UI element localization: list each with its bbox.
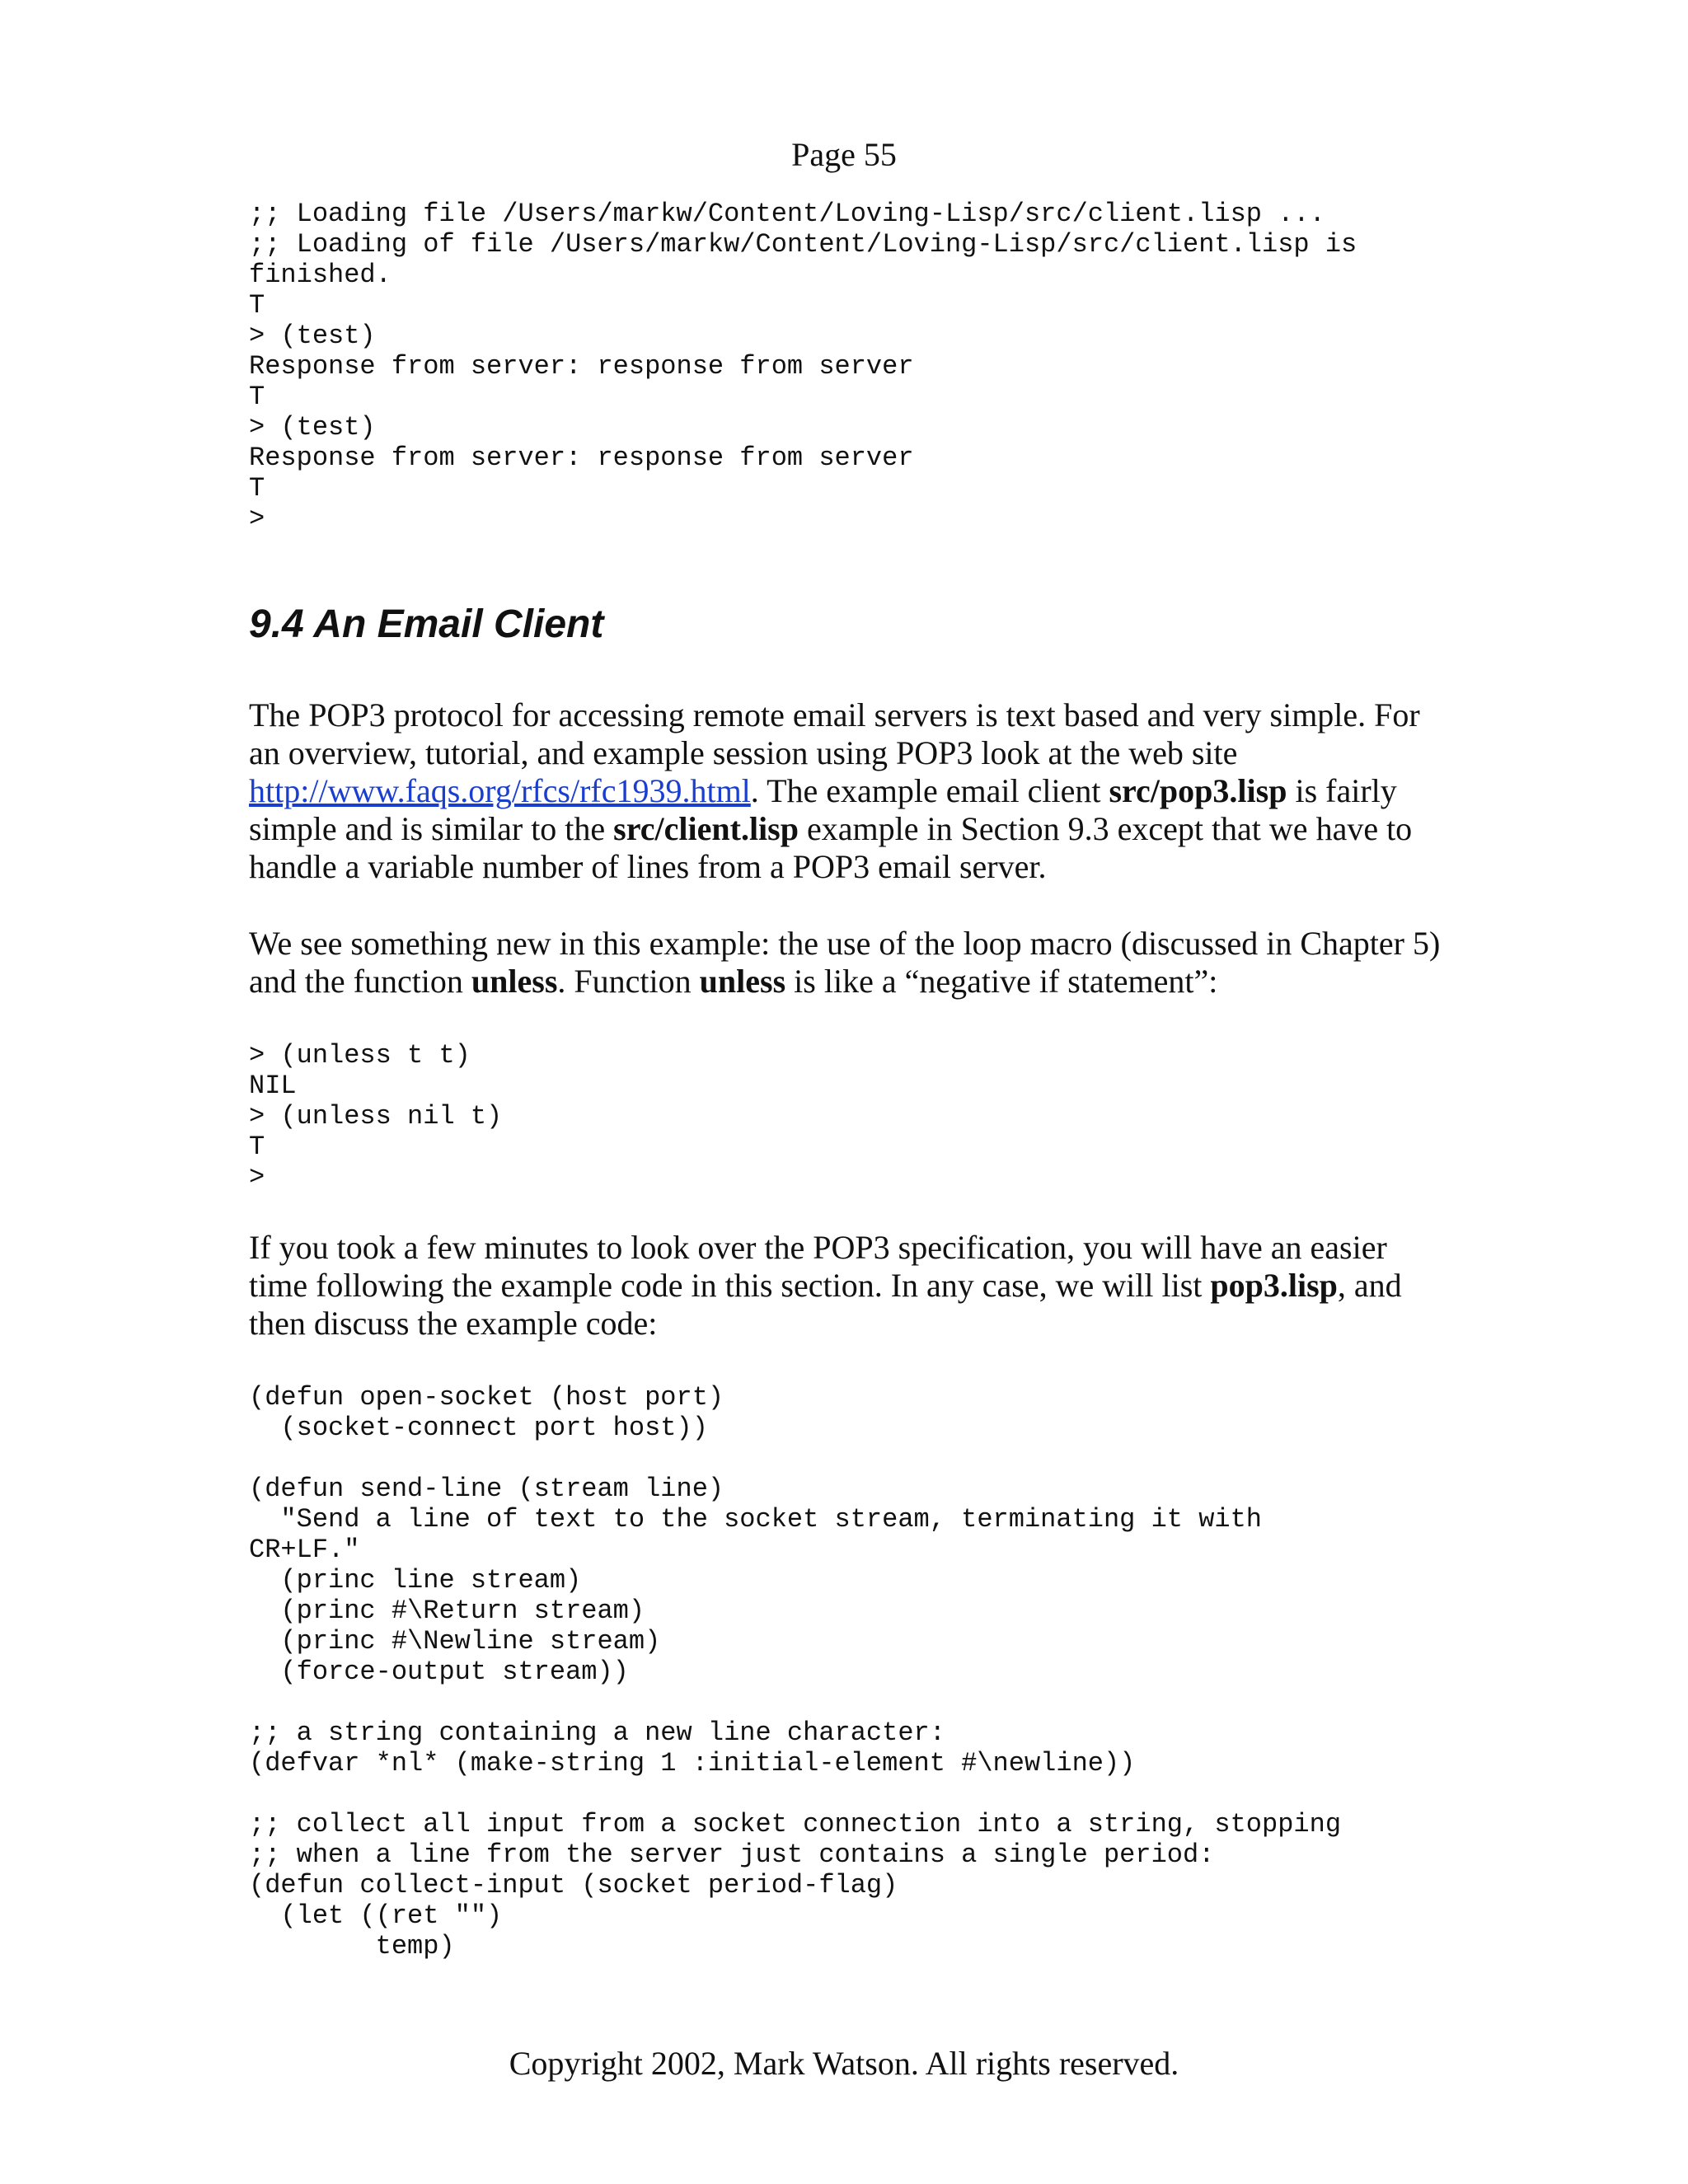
code-line: ;; Loading of file /Users/markw/Content/Loving-Lisp/src/client.lisp is	[249, 229, 1357, 260]
code-line: finished.	[249, 260, 392, 290]
code-line	[249, 1687, 1341, 1718]
code-line: T	[249, 1132, 265, 1162]
code-line: (defun open-socket (host port)	[249, 1382, 724, 1413]
code-line: NIL	[249, 1071, 297, 1101]
text-run: If you took a few minutes to look over the POP3 specification, you will have an easier time following the example code in this section. In any case, we will list	[249, 1229, 1387, 1304]
bold-filename: src/client.lisp	[613, 810, 799, 847]
text-run: is like a “negative if statement”:	[785, 963, 1218, 1000]
code-line: > (unless t t)	[249, 1040, 471, 1071]
code-line: > (test)	[249, 412, 376, 443]
code-line: (let ((ret "")	[249, 1900, 503, 1931]
bold-keyword: unless	[471, 963, 558, 1000]
code-line: (force-output stream))	[249, 1657, 629, 1687]
code-line: Response from server: response from server	[249, 443, 914, 473]
code-block-unless	[249, 1040, 502, 1193]
code-line: ;; a string containing a new line character:	[249, 1718, 945, 1748]
text-run: , and then discuss the example code:	[249, 1267, 1402, 1342]
code-line: (defvar *nl* (make-string 1 :initial-element #\newline))	[249, 1748, 1136, 1779]
code-line: (princ line stream)	[249, 1565, 582, 1596]
bold-filename: pop3.lisp	[1210, 1267, 1338, 1304]
code-line: (defun send-line (stream line)	[249, 1474, 724, 1504]
code-line: "Send a line of text to the socket stream, terminating it with	[249, 1504, 1262, 1535]
code-line: (defun collect-input (socket period-flag)	[249, 1870, 898, 1900]
text-run: . The example email client	[750, 772, 1109, 809]
code-block-pop3-listing	[249, 1382, 1341, 1961]
paragraph-unless	[249, 925, 1444, 1001]
page-number: Page 55	[791, 136, 897, 173]
code-line	[249, 1779, 1341, 1809]
code-line: temp)	[249, 1931, 455, 1961]
code-line	[249, 1443, 1341, 1474]
text-run: is fairly simple and is similar to the	[249, 772, 1397, 847]
paragraph-pop3-intro	[249, 696, 1444, 886]
code-block-client-output	[249, 199, 1357, 534]
bold-keyword: unless	[699, 963, 786, 1000]
paragraph-pop3-spec	[249, 1229, 1444, 1343]
code-line: > (unless nil t)	[249, 1101, 503, 1132]
code-line: (socket-connect port host))	[249, 1413, 708, 1443]
code-line: ;; Loading file /Users/markw/Content/Loving-Lisp/src/client.lisp ...	[249, 199, 1325, 229]
code-line: T	[249, 290, 265, 321]
text-run: The POP3 protocol for accessing remote email servers is text based and very simple. For an overview, tutorial, and example session using POP3 look at the web site	[249, 696, 1420, 771]
text-run: . Function	[557, 963, 700, 1000]
code-line: CR+LF."	[249, 1535, 360, 1565]
text-run: example in Section 9.3 except that we have to handle a variable number of lines from a POP3 email server.	[249, 810, 1413, 885]
code-line: ;; collect all input from a socket connection into a string, stopping	[249, 1809, 1342, 1840]
text-run: We see something new in this example: the use of the loop macro (discussed in Chapter 5) and the function	[249, 925, 1441, 1000]
code-line: T	[249, 382, 265, 412]
rfc1939-link[interactable]: http://www.faqs.org/rfcs/rfc1939.html	[249, 772, 751, 809]
section-heading: 9.4 An Email Client	[249, 602, 604, 646]
code-line: >	[249, 504, 265, 534]
bold-filename: src/pop3.lisp	[1109, 772, 1287, 809]
code-line: T	[249, 473, 265, 504]
code-line: > (test)	[249, 321, 376, 351]
code-line: >	[249, 1162, 265, 1193]
code-line: (princ #\Return stream)	[249, 1596, 645, 1626]
code-line: Response from server: response from server	[249, 351, 914, 382]
code-line: (princ #\Newline stream)	[249, 1626, 661, 1657]
copyright-footer: Copyright 2002, Mark Watson. All rights reserved.	[509, 2045, 1179, 2082]
code-line: ;; when a line from the server just contains a single period:	[249, 1840, 1215, 1870]
